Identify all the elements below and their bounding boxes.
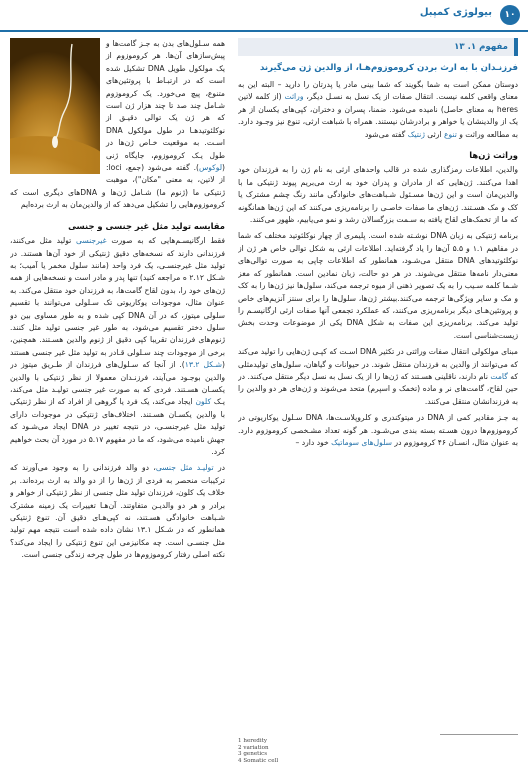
footnote-rule <box>440 734 518 735</box>
term-locus: لوکوس <box>198 163 223 173</box>
term-sexual-reproduction: تولیـد مثل جنسی <box>155 463 214 473</box>
paragraph: همه سـلول‌های بدن به جـز گامت‌ها و پیش‌سازهای آن‌ها. هر کروموزوم از یک مولکول طویل DNA تشکیل شده است که در ارتبـاط با پروتئین‌های متنوع، پیچ می‌خورد. یک کروموزوم شـامل چند صد تا چند هزار ژن است که هر ژن یک توالی دقیـق از نوکلئوتیدهـا در طول مولکول DNA اسـت. به موقعیت خـاص ژن‌ها در طول یـک کروموزوم، جایگاه ژنی (لوکوس). گفته می‌شود (جمع، loci: از لاتین، به معنی "مکان")، موهبت ژنتیکی ما (ژنوم ما) شـامل ژن‌ها و DNAهای دیگری است که کروموزوم‌هایی را تشکیل می‌دهد که از والدین‌مان به ارث برده‌ایم <box>10 39 225 210</box>
footnote: 3 genetics <box>238 751 268 758</box>
left-column <box>10 38 225 763</box>
term-gamete: گامت <box>490 371 508 381</box>
intro-paragraph: دوستان ممکن است به شما بگویند که شما بینی مادر یا پدرتان را دارید – البته این به معنای واقعی کلمه نیست. انتقال صفات از یک نسل به نسـل دیگر، وراثت (از کلمه لاتین heres به معنای حاصل) نامیده می‌شود. ضمنا، پسران و دختران، کپی‌های یکسان از هر یک از والدینشان یا خواهر و برادرشان نیستند. همراه با شباهت ارثی، تنوع نیز وجـود دارد. به مطالعه وراثت و تنوع ارثی ژنتیک گفته می‌شود <box>238 80 518 139</box>
term-genetics: ژنتیک <box>407 129 425 139</box>
paragraph: به جـز مقادیر کمی از DNA در میتوکندری و کلروپلاسـت‌ها، DNA سـلول یوکاریوتی در کروموزوم‌ها درون هسـته بسته بندی می‌شـود. هر گونه تعداد مشـخصی کروموزوم دارد. به عنوان مثال، انسـان ۴۶ کروموزوم در سلول‌های سوماتیک خود دارد – <box>238 413 518 447</box>
paragraph: والدین، اطلاعات رمزگذاری شده در قالب واحدهای ارثی به نام ژن را به فرزندان خود اهدا می‌کنند. ژن‌هایی که از مادران و پدران خود به ارث می‌بریم پیوند ژنتیکی ما با والدین‌مان است و این ژن‌ها مسـئول شـباهت‌های خانوادگی مانند رنگ چشم مشترک یا کک و مک هسـتند. ژن‌های ما صفات خاصـی را برنامه‌ریزی می‌کنند که این ژن‌ها همانگونه که ما از تخمک‌های لقاح یافته به سـمت بزرگسالان رشد و نمو می‌یابیم، ظهور می‌کنند. <box>238 165 518 225</box>
footnote: 1 heredity <box>238 738 268 744</box>
footnote: 4 Somatic cell <box>238 757 279 764</box>
page-number: ۱۰ <box>500 5 520 25</box>
section-heading-inheritance: وراثت ژن‌ها <box>469 150 518 161</box>
paragraph: فقط ارگانیسـم‌هایی که به صورت غیرجنسی تولید مثل می‌کنند، فرزندانی دارند که نسخه‌های دقیق ژنتیکی از خود آن‌ها هستند. در تولید مثل غیرجنسـی، یک فرد واحد (مانند سلول مخمر یا آمیب؛ به شـکل ۲.۱۲ ه مراجعه کنید) تنها پدر و مادر است و نسخه‌هایی از همه ژن‌های خود را، بدون لقاح گامت‌ها، به فرزندان خود منتقل می‌کند. به عنوان مثال، موجودات یوکاریوتی تک سـلولی می‌توانند با تقسیم سلولی میتوز، که در آن DNA کپی شده و به طور مساوی بین دو سلول دختر تقسیم می‌شود، به طور غیر جنسی تولید مثل کنند. ژنوم‌های فرزندان تقریبا کپی دقیق از ژنوم والدین هسـتند. همچنین، برخی از موجودات چند سـلولی قـادر به تولید مثل غیر جنسی هستند (شـکل ۱۳.۲). از آنجا که سـلول‌های فرزندان از طـریق میتوز در والدین بوجـود می‌آیند، فرزنـدان معمولا از نظر ژنتیکی با والدین یکسـان هسـتند. فردی که به صورت غیر جنسی تولیـد مثل می‌کند، یـک کلون ایجاد می‌کند، یک فرد یا گروهی از افراد که از نظر ژنتیکی با والدین یکسـان هسـتند. اختلاف‌های ژنتیکی در موجودات دارای تولید مثل غیرجنسـی، در نتیجه تغییر در DNA ایجاد می‌شـود که جهش نامیده می‌شود، که ما در مفهوم ۵.۱۷ در مورد آن بحث خواهیم کرد. <box>10 236 225 456</box>
concept-heading: فرزنـدان با به ارث بردن کروموزوم‌هـا، از والدین ژن می‌گیرند <box>259 63 518 73</box>
page-header <box>0 0 528 32</box>
figure-reference: شـکل ۱۳.۲ <box>184 360 223 370</box>
term-variation: تنوع <box>443 129 457 139</box>
footnote: 2 variation <box>238 744 269 751</box>
paragraph: برنامه ژنتیکی به زبان DNA نوشـته شده است. پلیمری از چهار نوکلئوتید مختلف که شما در مفاهیم ۱.۱ و ۵.۵ آن‌ها را یاد گرفته‌اید. اطلاعات ارثی به شکل توالی خاص هر ژن از نوکلئوتیدهای DNA منتقل می‌شـود، همانطور که اطلاعات چاپی به صورت توالی‌های معنی‌دار نامه‌ها منتقل می‌شوند. در هر دو حالت، زبان نمادین است. همانطور که مغز شـما کلمه سـیب را به یک تصویر ذهنی از میوه ترجمه می‌کند، سلول‌ها نیز ژن‌ها را به کک و مک و سایر ویژگی‌ها ترجمه می‌کنند.بیشتر ژن‌ها، سلول‌ها را برای سنتز آنزیم‌های خاص و پروتئین‌هـای دیگر برنامه‌ریزی می‌کنند، که عملکرد تجمعی آنها صفات ارثی ارگانیسـم را تولید می‌کند. برنامه‌ریزی این صفات به شکل DNA یکی از موضوعات وحدت بخش زیست‌شناسی است. <box>238 231 518 340</box>
book-title: بیولوژی کمپبل <box>419 7 492 18</box>
term-clone: کلون <box>195 397 212 407</box>
sperm-egg-image <box>10 38 100 174</box>
paragraph: در تولیـد مثل جنسی، دو والد فرزندانی را به وجود می‌آورند که ترکیبات منحصر به فردی از ژن‌ها را از دو والد به ارث برده‌اند. بر خلاف یک کلون، فرزندان تولید مثل جنسی از نظر ژنتیکی از خواهر و برادر و هر دو والدیـن متفاوتند. آن‌هـا تغییرات یک زمینه مشترک شـباهت خانوادگی هسـتند، نه کپی‌هـای دقیق آن. تنوع ژنتیکی همانطور که در شـکل ۱۳.۱ نشان داده شده است نتیجه مهم تولید مثل جنسـی است. چه مکانیزمی این تنوع ژنتیکی را ایجاد می‌کند؟ نکته اصلی رفتار کروموزوم‌ها در طول چرخه زندگی جنسی است. <box>10 463 225 560</box>
term-heredity: وراثت <box>284 92 304 102</box>
footnotes <box>238 738 518 764</box>
right-column <box>238 38 518 733</box>
term-somatic-cells: سلول‌های سوماتیک <box>331 437 392 447</box>
concept-label: مفهوم ۱. ۱۳ <box>238 38 518 56</box>
paragraph: مبنای مولکولی انتقال صفات وراثتی در تکثیر DNA اسـت که کپـی ژن‌هایی را تولید می‌کند که می‌توانند از والدین به فرزندان منتقل شوند. در حیوانات و گیاهان، سلول‌های تولیدمثلی که گامت نام دارند، ناقلینی هسـتند که ژن‌ها را از یک نسل به نسل دیگر منتقل می‌کنند. در حین لقاح، گامت‌های نر و ماده (تخمک و اسپرم) متحد می‌شوند و ژن‌های هر دو والدین را به فرزندانشان منتقل می‌کنند. <box>238 347 518 406</box>
section-heading-reproduction: مقایسه تولید مثل غیر جنسی و جنسی <box>68 220 225 231</box>
term-asexual: غیرجنسی <box>76 236 107 246</box>
sperm-egg-photo <box>10 38 100 174</box>
